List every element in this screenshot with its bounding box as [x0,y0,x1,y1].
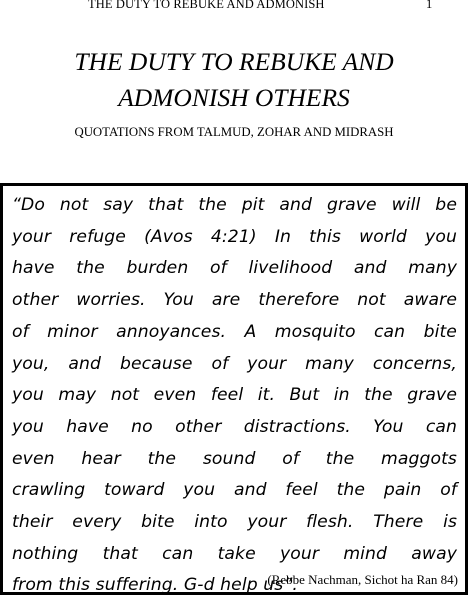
quote-line: of minor annoyances. A mosquito can bite [12,321,457,342]
page-subtitle: QUOTATIONS FROM TALMUD, ZOHAR AND MIDRASH [74,125,394,139]
quote-line: nothing that can take your mind away [12,543,457,564]
quote-line: other worries. You are therefore not aware [12,290,457,311]
page-number: 1 [426,0,433,11]
quote-line: their every bite into your flesh. There is [12,512,457,533]
quote-line: “Do not say that the pit and grave will be [12,195,457,215]
page-title-line-1: THE DUTY TO REBUKE AND [74,47,394,76]
quote-line: you, and because of your many concerns, [12,353,457,374]
quote-line: you have no other distractions. You can [12,416,457,437]
quote-line: even hear the sound of the maggots [12,448,457,469]
quote-attribution: (Rebbe Nachman, Sichot ha Ran 84) [267,572,458,587]
quote-line: have the burden of livelihood and many [12,258,457,279]
page-title [0,44,468,116]
quote-line: crawling toward you and feel the pain of [12,480,457,501]
running-head [0,0,468,14]
quote-line: you may not even feel it. But in the grave [12,385,457,406]
quote-text [12,190,457,602]
page-title-line-2: ADMONISH OTHERS [118,83,350,112]
quote-box [0,183,468,595]
quote-line: from this suffering. G-d help us”. [12,575,298,596]
quote-line: your refuge (Avos 4:21) In this world you [12,226,457,247]
running-head-title: THE DUTY TO REBUKE AND ADMONISH [88,0,325,11]
